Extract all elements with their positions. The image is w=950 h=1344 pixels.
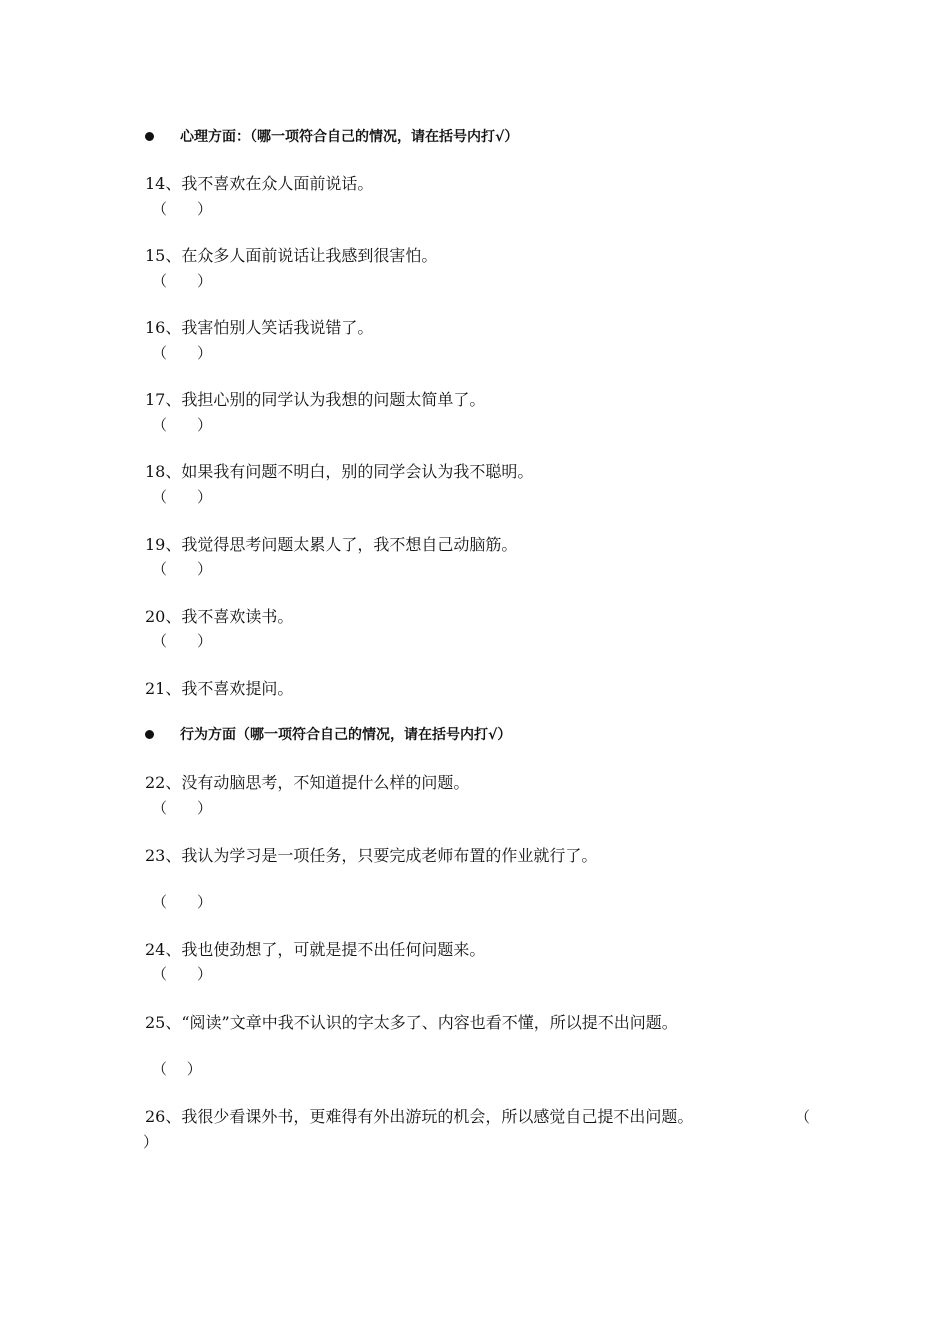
bullet-icon — [145, 730, 154, 739]
question-24-text: 24、我也使劲想了，可就是提不出任何问题来。 — [145, 940, 486, 959]
question-25-answer-box[interactable]: （ ） — [152, 1060, 202, 1078]
section-title: 心理方面：（哪一项符合自己的情况，请在括号内打√） — [180, 129, 519, 145]
question-16-answer-box[interactable]: （ ） — [152, 344, 213, 362]
question-20-answer-box[interactable]: （ ） — [152, 632, 213, 650]
question-16-text: 16、我害怕别人笑话我说错了。 — [145, 318, 374, 337]
question-18-answer-box[interactable]: （ ） — [152, 488, 213, 506]
bullet-icon — [145, 132, 154, 141]
question-22-text: 22、没有动脑思考，不知道提什么样的问题。 — [145, 773, 470, 792]
question-22-answer-box[interactable]: （ ） — [152, 799, 213, 817]
question-14-answer-box[interactable]: （ ） — [152, 200, 213, 218]
question-15-text: 15、在众多人面前说话让我感到很害怕。 — [145, 246, 438, 265]
question-26-answer-box-open[interactable]: （ — [795, 1108, 811, 1126]
question-26-answer-box-close[interactable]: ） — [143, 1133, 159, 1151]
question-14-text: 14、我不喜欢在众人面前说话。 — [145, 174, 374, 193]
question-20-text: 20、我不喜欢读书。 — [145, 607, 294, 626]
question-17-answer-box[interactable]: （ ） — [152, 416, 213, 434]
question-23-text: 23、我认为学习是一项任务，只要完成老师布置的作业就行了。 — [145, 846, 598, 865]
question-25-text: 25、“阅读”文章中我不认识的字太多了、内容也看不懂，所以提不出问题。 — [145, 1013, 678, 1032]
question-23-answer-box[interactable]: （ ） — [152, 893, 213, 911]
question-26-text: 26、我很少看课外书，更难得有外出游玩的机会，所以感觉自己提不出问题。 — [145, 1107, 694, 1126]
question-17-text: 17、我担心别的同学认为我想的问题太简单了。 — [145, 390, 486, 409]
question-15-answer-box[interactable]: （ ） — [152, 272, 213, 290]
question-19-text: 19、我觉得思考问题太累人了，我不想自己动脑筋。 — [145, 535, 518, 554]
question-19-answer-box[interactable]: （ ） — [152, 560, 213, 578]
section-header-behavior — [145, 725, 511, 745]
question-18-text: 18、如果我有问题不明白，别的同学会认为我不聪明。 — [145, 462, 534, 481]
question-24-answer-box[interactable]: （ ） — [152, 965, 213, 983]
question-21-text: 21、我不喜欢提问。 — [145, 679, 294, 698]
section-title: 行为方面（哪一项符合自己的情况，请在括号内打√） — [180, 727, 512, 743]
section-header-psychology — [145, 127, 518, 147]
